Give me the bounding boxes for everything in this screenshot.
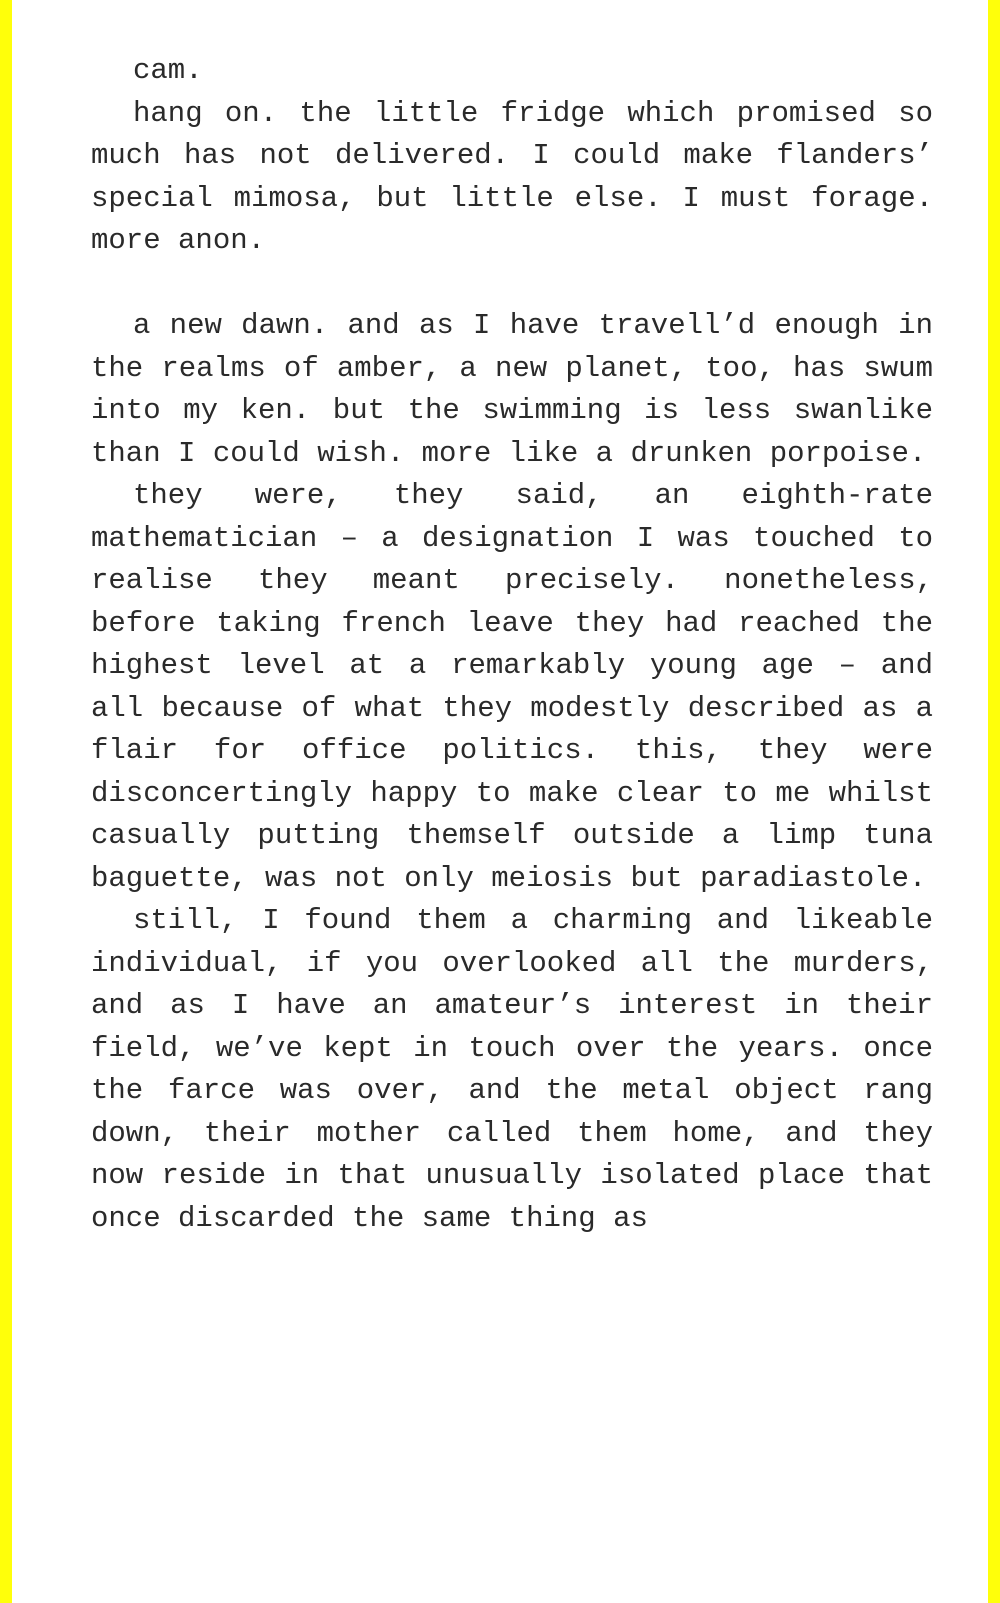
paragraph-new-dawn: a new dawn. and as I have travell’d enough in the realms of amber, a new planet, too, has swum into my ken. but the swimming is less swanlike than I could wish. more like a drunken porpoise. [91,309,933,470]
paragraph-mathematician: they were, they said, an eighth-rate mathematician – a designation I was touched to realise they meant precisely. nonetheless, before taking french leave they had reached the highest level at a remarkably young age – and all because of what they modestly described as a flair for office politics. this, they were disconcertingly happy to make clear to me whilst casually putting themself outside a limp tuna baguette, was not only meiosis but paradiastole. [91,479,933,895]
document-body [91,50,933,1240]
paragraph-charming-individual: still, I found them a charming and likeable individual, if you overlooked all the murders, and as I have an amateur’s interest in their field, we’ve kept in touch over the years. once the farce was over, and the metal object rang down, their mother called them home, and they now reside in that unusually isolated place that once discarded the same thing as [91,904,933,1235]
paragraph-fridge: hang on. the little fridge which promised so much has not delivered. I could make flanders’ special mimosa, but little else. I must forage. more anon. [91,96,933,257]
paragraph-cam: cam. [133,54,203,87]
section-break [91,263,933,306]
